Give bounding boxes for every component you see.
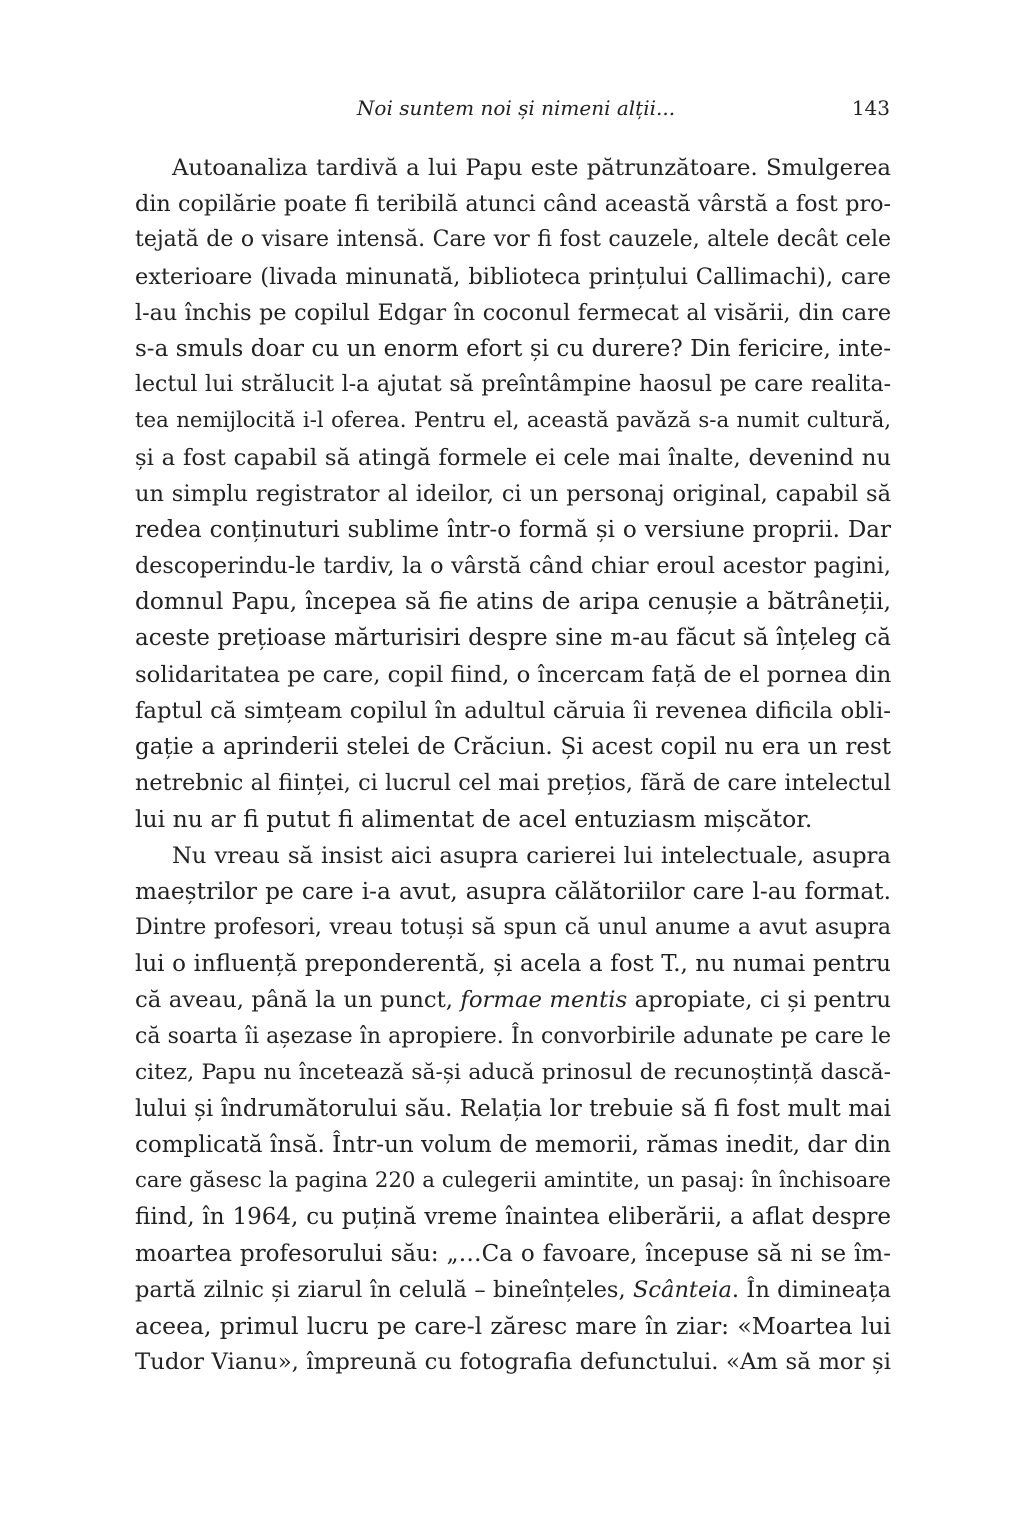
text-line <box>135 1127 891 1163</box>
text-segment: descoperindu-le tardiv, la o vârstă când chiar eroul acestor pagini, <box>135 553 891 580</box>
text-line <box>135 476 891 512</box>
text-segment: maeștrilor pe care i-a avut, asupra călătoriilor care l-au format. <box>135 877 891 905</box>
text-segment: faptul că simțeam copilul în adultul căruia îi revenea dificila obli- <box>135 697 891 724</box>
text-segment: și a fost capabil să atingă formele ei cele mai înalte, devenind nu <box>135 444 891 471</box>
text-line <box>135 1199 891 1235</box>
text-line <box>135 259 891 295</box>
text-segment: că soarta îi așezase în apropiere. În convorbirile adunate pe care le <box>135 1023 891 1049</box>
text-line <box>135 838 891 874</box>
text-segment: . În dimineața <box>731 1276 891 1303</box>
text-line <box>135 331 891 367</box>
text-line <box>135 1272 891 1308</box>
text-segment: din copilărie poate fi teribilă atunci când această vârstă a fost pro- <box>135 191 891 218</box>
text-line <box>135 403 891 439</box>
text-segment: aceea, primul lucru pe care-l zăresc mare în ziar: «Moartea lui <box>135 1312 891 1340</box>
text-line <box>135 765 891 801</box>
text-line <box>135 946 891 982</box>
text-segment: Tudor Vianu», împreună cu fotografia defunctului. «Am să mor și <box>135 1349 891 1376</box>
text-line <box>135 620 891 656</box>
text-segment: solidaritatea pe care, copil fiind, o încercam față de el pornea din <box>135 661 892 688</box>
text-segment: partă zilnic și ziarul în celulă – bineînțeles, <box>135 1276 634 1303</box>
text-segment: lui nu ar fi putut fi alimentat de acel entuziasm mișcător. <box>135 805 813 834</box>
text-segment: tejată de o visare intensă. Care vor fi fost cauzele, altele decât cele <box>135 227 891 253</box>
text-segment: moartea profesorului său: „…Ca o favoare, începuse să ni se îm- <box>135 1240 891 1267</box>
text-segment: Autoanaliza tardivă a lui Papu este pătrunzătoare. Smulgerea <box>172 155 891 181</box>
text-segment: tea nemijlocită i-l oferea. Pentru el, această pavăză s-a numit cultură, <box>135 408 891 434</box>
text-segment: apropiate, ci și pentru <box>627 987 891 1014</box>
text-segment: aceste prețioase mărturisiri despre sine m-au făcut să înțeleg că <box>135 625 891 652</box>
text-line <box>135 657 891 693</box>
text-line <box>135 693 891 729</box>
text-segment: exterioare (livada minunată, biblioteca prințului Callimachi), care <box>135 263 891 290</box>
text-line <box>135 874 891 910</box>
text-segment: lectul lui strălucit l-a ajutat să preîntâmpine haosul pe care realita- <box>135 372 891 398</box>
text-line <box>135 910 891 946</box>
text-line <box>135 548 891 584</box>
text-segment: domnul Papu, începea să fie atins de aripa cenușie a bătrâneții, <box>135 588 891 616</box>
text-line <box>135 1091 891 1127</box>
text-segment: fiind, în 1964, cu puțină vreme înaintea eliberării, a aflat despre <box>135 1204 891 1231</box>
text-segment: l-au închis pe copilul Edgar în coconul fermecat al visării, din care <box>135 299 891 326</box>
text-segment: gație a aprinderii stelei de Crăciun. Și acest copil nu era un rest <box>135 734 891 760</box>
text-segment: un simplu registrator al ideilor, ci un personaj original, capabil să <box>135 480 891 507</box>
text-line <box>135 801 891 837</box>
text-segment: redea conținuturi sublime într-o formă și o versiune proprii. Dar <box>135 516 891 543</box>
text-line <box>135 584 891 620</box>
body-text <box>135 150 891 1380</box>
text-line <box>135 440 891 476</box>
text-line <box>135 1019 891 1055</box>
text-segment: Nu vreau să insist aici asupra carierei lui intelectuale, asupra <box>172 842 891 869</box>
running-title: Noi suntem noi și nimeni alții... <box>356 96 676 120</box>
text-segment: care găsesc la pagina 220 a culegerii amintite, un pasaj: în închisoare <box>135 1168 891 1194</box>
text-line <box>135 295 891 331</box>
text-line <box>135 1308 891 1344</box>
text-segment: lui o influență preponderentă, și acela a fost T., nu numai pentru <box>135 951 891 978</box>
text-line <box>135 186 891 222</box>
page-number: 143 <box>851 96 890 120</box>
paragraph <box>135 150 891 838</box>
text-segment: citez, Papu nu încetează să-și aducă prinosul de recunoștință dască- <box>135 1059 891 1085</box>
paragraph <box>135 838 891 1381</box>
text-line <box>135 512 891 548</box>
text-segment: complicată însă. Într-un volum de memorii, rămas inedit, dar din <box>135 1132 891 1159</box>
text-line <box>135 982 891 1018</box>
text-line <box>135 222 891 258</box>
text-line <box>135 1344 891 1380</box>
text-line <box>135 367 891 403</box>
text-line <box>135 1055 891 1091</box>
italic-segment: formae mentis <box>460 987 628 1014</box>
text-line <box>135 1236 891 1272</box>
text-line <box>135 150 891 186</box>
text-segment: netrebnic al ființei, ci lucrul cel mai prețios, fără de care intelectul <box>135 770 891 797</box>
text-line <box>135 1163 891 1199</box>
text-segment: că aveau, până la un punct, <box>135 987 461 1014</box>
text-segment: s-a smuls doar cu un enorm efort și cu durere? Din fericire, inte- <box>135 335 891 362</box>
text-segment: lului și îndrumătorului său. Relația lor trebuie să fi fost mult mai <box>135 1095 891 1122</box>
text-line <box>135 729 891 765</box>
text-segment: Dintre profesori, vreau totuși să spun că unul anume a avut asupra <box>135 914 891 940</box>
italic-segment: Scânteia <box>633 1276 732 1303</box>
